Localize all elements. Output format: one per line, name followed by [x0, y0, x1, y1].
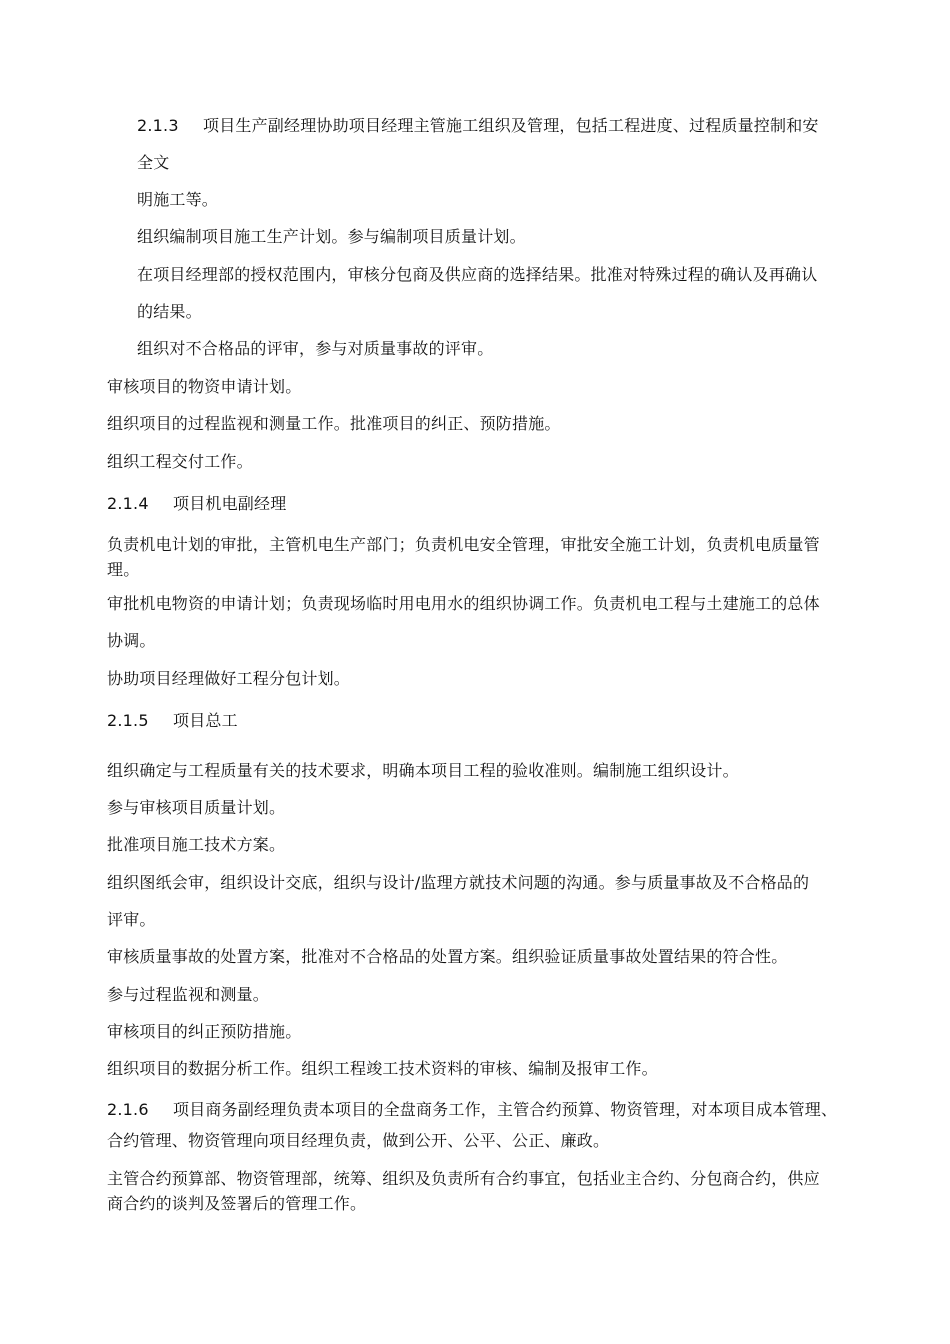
paragraph-line: 负责机电计划的审批，主管机电生产部门；负责机电安全管理，审批安全施工计划，负责机电质量管 — [107, 535, 820, 554]
paragraph-line: 审核项目的物资申请计划。 — [107, 377, 302, 396]
paragraph-line: 审核质量事故的处置方案，批准对不合格品的处置方案。组织验证质量事故处置结果的符合性。 — [107, 947, 788, 966]
paragraph-line: 组织编制项目施工生产计划。参与编制项目质量计划。 — [137, 227, 526, 246]
paragraph-line: 理。 — [107, 560, 140, 579]
section-title: 项目机电副经理 — [173, 494, 287, 513]
paragraph-line: 审批机电物资的申请计划；负责现场临时用电用水的组织协调工作。负责机电工程与土建施工的总体 — [107, 594, 820, 613]
section-2-1-4-heading — [107, 493, 286, 515]
section-2-1-5-heading — [107, 710, 238, 732]
section-text: 项目商务副经理负责本项目的全盘商务工作，主管合约预算、物资管理，对本项目成本管理、 — [173, 1100, 838, 1119]
paragraph-line: 商合约的谈判及签署后的管理工作。 — [107, 1194, 367, 1213]
paragraph-line: 协调。 — [107, 631, 156, 650]
section-text: 项目生产副经理协助项目经理主管施工组织及管理，包括工程进度、过程质量控制和安 — [203, 116, 819, 135]
paragraph-line: 评审。 — [107, 910, 156, 929]
paragraph-line: 审核项目的纠正预防措施。 — [107, 1022, 302, 1041]
paragraph-line: 批准项目施工技术方案。 — [107, 835, 286, 854]
section-number: 2.1.3 — [137, 116, 179, 135]
paragraph-line: 明施工等。 — [137, 190, 219, 209]
section-2-1-3-heading — [137, 115, 819, 137]
section-2-1-6-heading — [107, 1099, 837, 1121]
paragraph-line: 组织确定与工程质量有关的技术要求，明确本项目工程的验收准则。编制施工组织设计。 — [107, 761, 739, 780]
section-number: 2.1.5 — [107, 711, 149, 730]
section-number: 2.1.4 — [107, 494, 149, 513]
paragraph-line: 组织图纸会审，组织设计交底，组织与设计/监理方就技术问题的沟通。参与质量事故及不合格品的 — [107, 873, 810, 892]
paragraph-line: 在项目经理部的授权范围内，审核分包商及供应商的选择结果。批准对特殊过程的确认及再确认 — [137, 265, 818, 284]
paragraph-line: 参与审核项目质量计划。 — [107, 798, 286, 817]
section-title: 项目总工 — [173, 711, 238, 730]
paragraph-line: 组织对不合格品的评审，参与对质量事故的评审。 — [137, 339, 494, 358]
paragraph-line: 组织工程交付工作。 — [107, 452, 253, 471]
paragraph-line: 组织项目的数据分析工作。组织工程竣工技术资料的审核、编制及报审工作。 — [107, 1059, 658, 1078]
paragraph-line: 参与过程监视和测量。 — [107, 985, 270, 1004]
paragraph-line: 主管合约预算部、物资管理部，统筹、组织及负责所有合约事宜，包括业主合约、分包商合约，供应 — [107, 1169, 820, 1188]
paragraph-line: 全文 — [137, 153, 170, 172]
section-number: 2.1.6 — [107, 1100, 149, 1119]
paragraph-line: 协助项目经理做好工程分包计划。 — [107, 669, 351, 688]
paragraph-line: 合约管理、物资管理向项目经理负责，做到公开、公平、公正、廉政。 — [107, 1131, 610, 1150]
paragraph-line: 组织项目的过程监视和测量工作。批准项目的纠正、预防措施。 — [107, 414, 561, 433]
paragraph-line: 的结果。 — [137, 302, 202, 321]
